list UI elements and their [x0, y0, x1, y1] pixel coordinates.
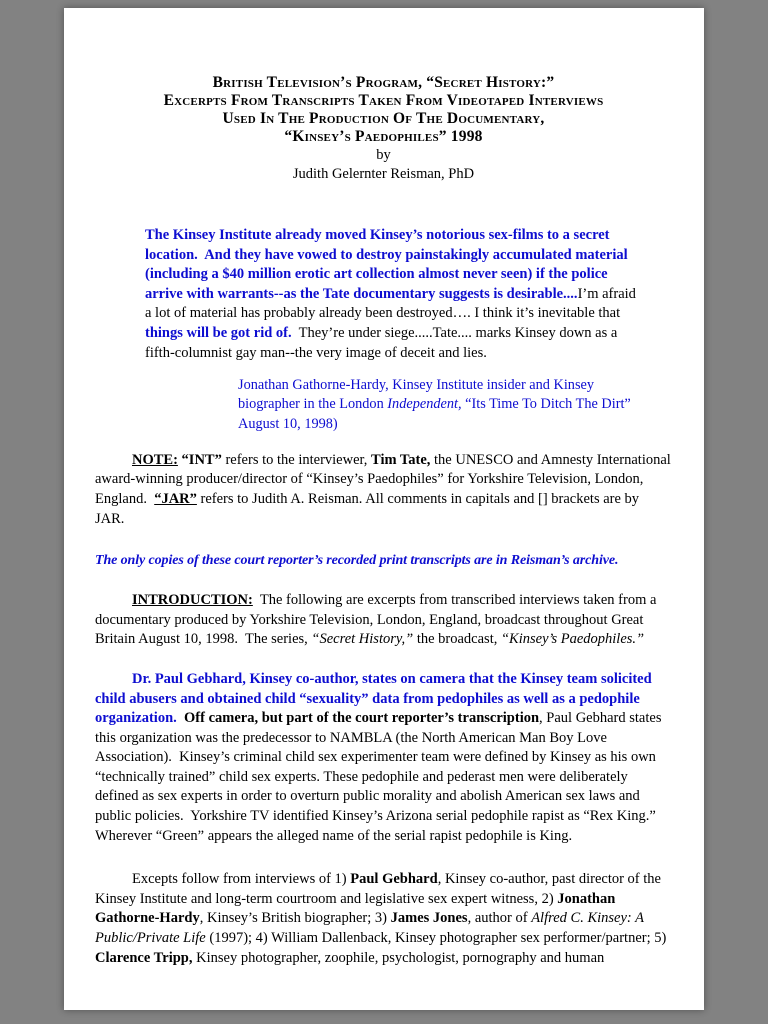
title-line: British Television’s Program, “Secret History:” — [212, 74, 555, 91]
text-run: The Kinsey Institute already moved Kinsey’s notorious sex-films to a secret location. And they have vowed to destroy painstakingly accumulated material (including a $40 million erotic art collection almost never seen) if the police arrive with warrants--as the Tate documentary suggests is desirable.... — [145, 227, 632, 302]
archive-note — [95, 553, 672, 569]
text-run: The following are excerpts from transcribed interviews taken from a documentary produced by Yorkshire Television, London, England, broadcast throughout Great Britain August 10, 1998. The series, — [95, 592, 661, 648]
text-run: refers to Judith A. Reisman. All comments in capitals and [] brackets are by JAR. — [95, 490, 643, 527]
text-run: refers to the interviewer, — [221, 451, 372, 468]
text-run: “Its Time To Ditch The Dirt” August 10, 1998) — [238, 396, 634, 432]
text-run: , Paul Gebhard states this organization was the predecessor to NAMBLA (the North American Man Boy Love Association). Kinsey’s criminal child sex experimenter team were defined by Kinsey as his own “technically trained” child sex experts. These pedophile and pederast men were deliberately defined as sex experts in order to overturn public morality and abolish American sex laws and public policies. Yorkshire TV identified Kinsey’s Arizona serial pedophile rapist as “Rex King.” Wherever “Green” appears the alleged name of the serial rapist pedophile is King. — [95, 710, 666, 844]
title-author: Judith Gelernter Reisman, PhD — [292, 166, 475, 182]
text-run: (1997); 4) William Dallenback, Kinsey photographer sex performer/partner; 5) — [205, 930, 670, 947]
text-run: , Kinsey’s British biographer; 3) — [199, 910, 391, 927]
text-run: the broadcast, — [413, 631, 501, 648]
title-line: Used In The Production Of The Documentary, — [222, 110, 545, 127]
text-run: “Kinsey’s Paedophiles.” — [500, 631, 645, 648]
text-run: I’m afraid a lot of material has probably already been destroyed…. I think it’s inevitable that — [145, 285, 640, 322]
attribution-line — [238, 376, 642, 434]
text-run: things will be got rid of. — [145, 324, 292, 341]
title-byline: by — [376, 147, 391, 163]
text-run: The only copies of these court reporter’s recorded print transcripts are in Reisman’s archive. — [95, 553, 619, 569]
text-run: Dr. Paul Gebhard, Kinsey co-author, states on camera that the Kinsey team solicited child abusers and obtained child “sexuality” data from pedophiles as well as a pedophile organization. — [95, 670, 656, 727]
text-run: James Jones — [390, 910, 468, 927]
document-page — [64, 8, 704, 1010]
title-line: Excerpts From Transcripts Taken From Videotaped Interviews — [163, 92, 604, 109]
text-run: Jonathan Gathorne-Hardy, Kinsey Institute insider and Kinsey biographer in the London — [238, 377, 598, 413]
text-run: Kinsey photographer, zoophile, psychologist, pornography and human — [192, 949, 605, 966]
text-run: , Kinsey co-author, past director of the Kinsey Institute and long-term courtroom and legislative sex expert witness, 2) — [95, 871, 665, 907]
interviews-paragraph — [95, 870, 672, 968]
text-run: “JAR” — [154, 490, 197, 507]
text-run: “INT” — [181, 451, 222, 468]
text-run: Excepts follow from interviews of 1) — [132, 871, 351, 888]
introduction-paragraph — [95, 591, 672, 650]
text-run: Tim Tate, — [371, 451, 431, 468]
text-run: Jonathan Gathorne-Hardy — [95, 890, 619, 927]
text-run: NOTE: — [132, 451, 178, 468]
text-run: Independent, — [387, 396, 462, 413]
text-run: , author of — [467, 910, 532, 927]
gebhard-paragraph — [95, 670, 672, 846]
document-title — [95, 74, 672, 184]
text-run: Clarence Tripp, — [95, 949, 193, 966]
quote-paragraph — [145, 226, 642, 363]
text-run: Off camera, but part of the court reporter’s transcription — [184, 710, 540, 727]
text-run: Paul Gebhard — [350, 871, 438, 888]
text-run: INTRODUCTION: — [132, 592, 253, 609]
text-run: They’re under siege.....Tate.... marks Kinsey down as a fifth-columnist gay man--the very image of deceit and lies. — [145, 324, 621, 361]
text-run: “Secret History,” — [311, 631, 414, 648]
text-run: Alfred C. Kinsey: A Public/Private Life — [95, 910, 648, 947]
title-line: “Kinsey’s Paedophiles” 1998 — [284, 128, 483, 145]
text-run: the UNESCO and Amnesty International award-winning producer/director of “Kinsey’s Paedophiles” for Yorkshire Television, London, England. — [95, 451, 675, 507]
note-paragraph — [95, 451, 675, 529]
